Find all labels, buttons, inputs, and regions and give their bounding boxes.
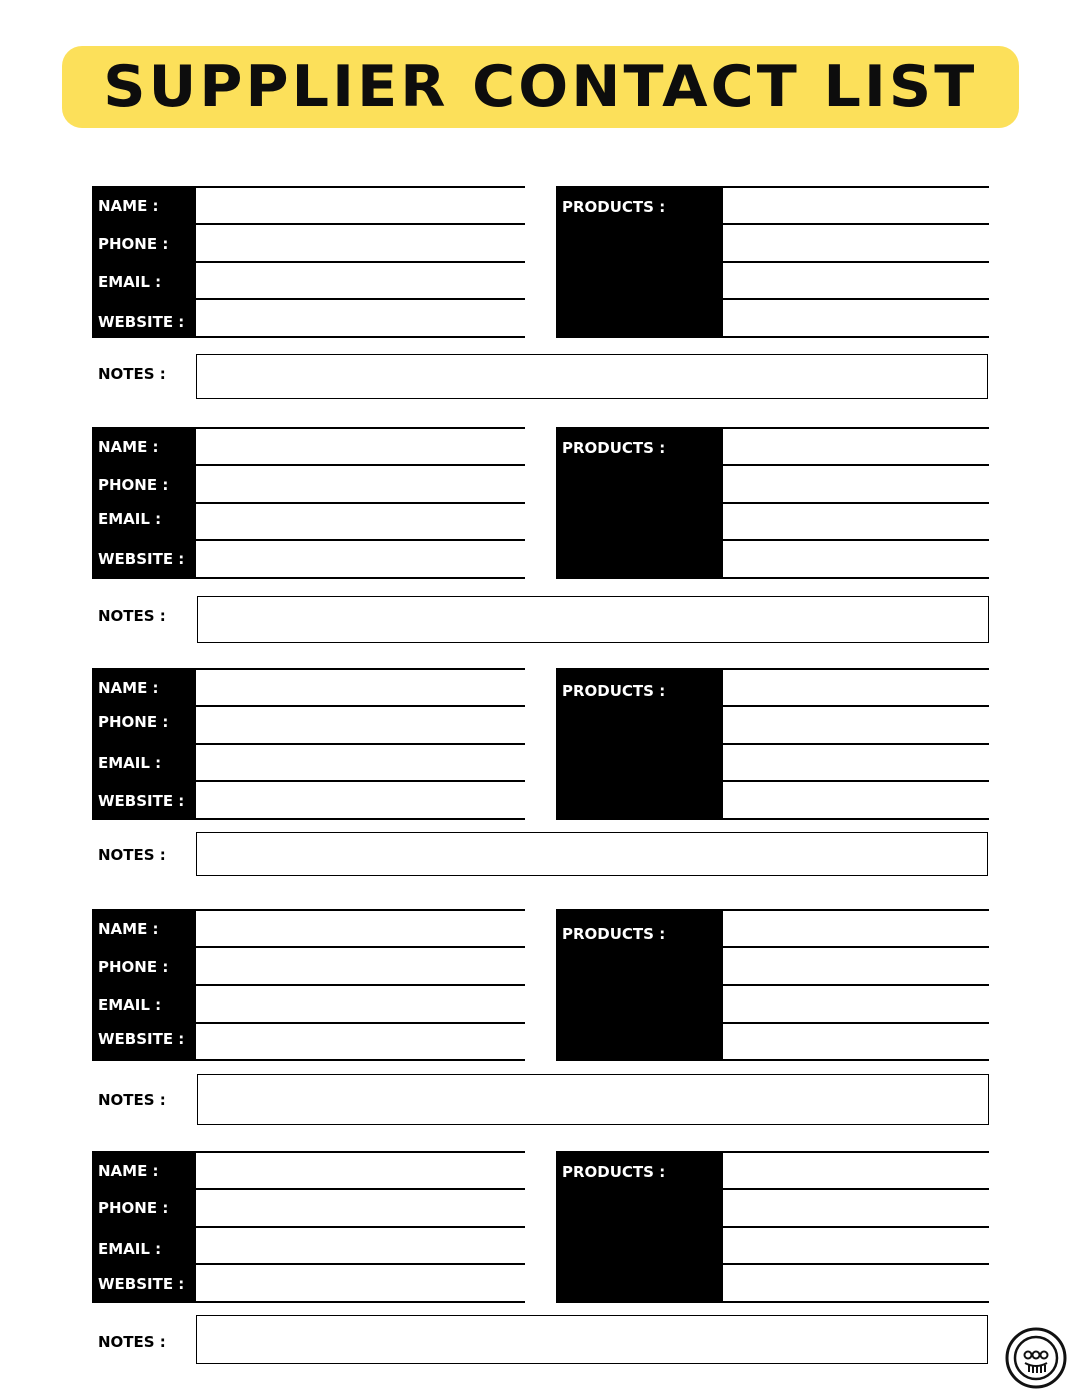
products-field[interactable] bbox=[723, 1188, 989, 1190]
products-field[interactable] bbox=[723, 1226, 989, 1228]
website-label: WEBSITE : bbox=[98, 550, 185, 568]
website-label: WEBSITE : bbox=[98, 1030, 185, 1048]
website-field[interactable] bbox=[92, 336, 525, 338]
website-label: WEBSITE : bbox=[98, 792, 185, 810]
phone-label: PHONE : bbox=[98, 958, 169, 976]
name-field[interactable] bbox=[196, 1188, 525, 1190]
products-field[interactable] bbox=[723, 223, 989, 225]
email-label: EMAIL : bbox=[98, 273, 162, 291]
email-field[interactable] bbox=[196, 1022, 525, 1024]
name-label: NAME : bbox=[98, 679, 159, 697]
phone-field[interactable] bbox=[196, 261, 525, 263]
name-label: NAME : bbox=[98, 920, 159, 938]
notes-field[interactable] bbox=[197, 1074, 989, 1125]
products-field[interactable] bbox=[723, 705, 989, 707]
website-label: WEBSITE : bbox=[98, 1275, 185, 1293]
products-field[interactable] bbox=[723, 261, 989, 263]
website-label: WEBSITE : bbox=[98, 313, 185, 331]
products-field[interactable] bbox=[556, 336, 989, 338]
notes-field[interactable] bbox=[196, 354, 988, 399]
notes-label: NOTES : bbox=[98, 1091, 166, 1109]
phone-label: PHONE : bbox=[98, 476, 169, 494]
name-label: NAME : bbox=[98, 438, 159, 456]
products-field[interactable] bbox=[723, 464, 989, 466]
supplier-block bbox=[0, 909, 1080, 1139]
email-field[interactable] bbox=[196, 780, 525, 782]
products-label: PRODUCTS : bbox=[562, 439, 666, 457]
phone-label: PHONE : bbox=[98, 235, 169, 253]
products-field[interactable] bbox=[556, 577, 989, 579]
page-title: SUPPLIER CONTACT LIST bbox=[103, 54, 978, 120]
website-field[interactable] bbox=[92, 1059, 525, 1061]
email-field[interactable] bbox=[196, 1263, 525, 1265]
title-banner bbox=[62, 46, 1019, 128]
products-field[interactable] bbox=[556, 1301, 989, 1303]
field-line bbox=[92, 427, 525, 429]
products-field[interactable] bbox=[723, 1263, 989, 1265]
field-line bbox=[92, 909, 525, 911]
supplier-block bbox=[0, 427, 1080, 657]
phone-field[interactable] bbox=[196, 502, 525, 504]
phone-field[interactable] bbox=[196, 1226, 525, 1228]
phone-label: PHONE : bbox=[98, 713, 169, 731]
face-logo-icon bbox=[1004, 1326, 1068, 1390]
name-field[interactable] bbox=[196, 223, 525, 225]
email-label: EMAIL : bbox=[98, 510, 162, 528]
phone-label: PHONE : bbox=[98, 1199, 169, 1217]
phone-field[interactable] bbox=[196, 743, 525, 745]
products-field[interactable] bbox=[556, 427, 989, 429]
notes-field[interactable] bbox=[196, 1315, 988, 1364]
notes-field[interactable] bbox=[197, 596, 989, 643]
name-field[interactable] bbox=[196, 464, 525, 466]
website-field[interactable] bbox=[92, 577, 525, 579]
email-label: EMAIL : bbox=[98, 1240, 162, 1258]
products-field[interactable] bbox=[556, 1151, 989, 1153]
products-field[interactable] bbox=[556, 668, 989, 670]
supplier-block bbox=[0, 668, 1080, 898]
email-field[interactable] bbox=[196, 298, 525, 300]
products-field[interactable] bbox=[556, 909, 989, 911]
products-field[interactable] bbox=[556, 186, 989, 188]
products-label: PRODUCTS : bbox=[562, 1163, 666, 1181]
products-label: PRODUCTS : bbox=[562, 925, 666, 943]
supplier-block bbox=[0, 186, 1080, 416]
notes-label: NOTES : bbox=[98, 365, 166, 383]
products-field[interactable] bbox=[723, 743, 989, 745]
notes-label: NOTES : bbox=[98, 607, 166, 625]
products-field[interactable] bbox=[556, 818, 989, 820]
products-label: PRODUCTS : bbox=[562, 198, 666, 216]
email-label: EMAIL : bbox=[98, 996, 162, 1014]
products-field[interactable] bbox=[723, 780, 989, 782]
products-field[interactable] bbox=[723, 502, 989, 504]
name-field[interactable] bbox=[196, 705, 525, 707]
website-field[interactable] bbox=[92, 818, 525, 820]
website-field[interactable] bbox=[92, 1301, 525, 1303]
notes-label: NOTES : bbox=[98, 1333, 166, 1351]
products-field[interactable] bbox=[723, 946, 989, 948]
products-label: PRODUCTS : bbox=[562, 682, 666, 700]
products-field[interactable] bbox=[556, 1059, 989, 1061]
field-line bbox=[92, 668, 525, 670]
phone-field[interactable] bbox=[196, 984, 525, 986]
products-field[interactable] bbox=[723, 984, 989, 986]
notes-label: NOTES : bbox=[98, 846, 166, 864]
name-label: NAME : bbox=[98, 1162, 159, 1180]
products-field[interactable] bbox=[723, 539, 989, 541]
notes-field[interactable] bbox=[196, 832, 988, 876]
name-field[interactable] bbox=[196, 946, 525, 948]
name-label: NAME : bbox=[98, 197, 159, 215]
email-field[interactable] bbox=[196, 539, 525, 541]
products-field[interactable] bbox=[723, 298, 989, 300]
products-field[interactable] bbox=[723, 1022, 989, 1024]
supplier-block bbox=[0, 1151, 1080, 1381]
email-label: EMAIL : bbox=[98, 754, 162, 772]
field-line bbox=[92, 186, 525, 188]
field-line bbox=[92, 1151, 525, 1153]
